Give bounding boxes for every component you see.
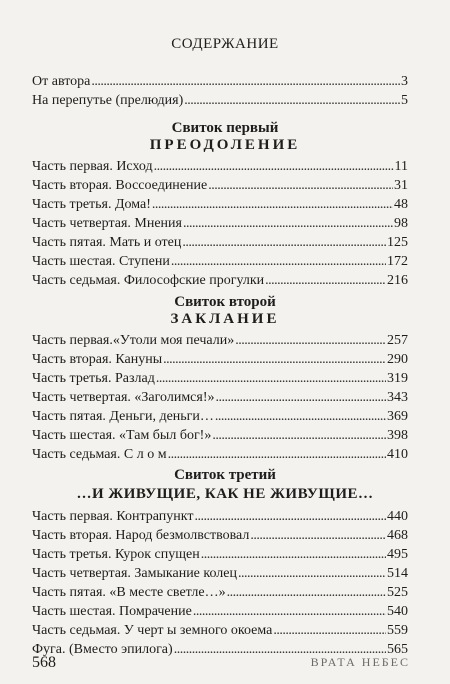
toc-entry [32, 369, 408, 389]
toc-entry-title: Часть первая.«Утоли моя печали» [32, 333, 235, 348]
scroll-title: Свиток первый [171, 120, 279, 136]
footer-book-title: ВРАТА НЕБЕС [310, 655, 410, 669]
dot-leader [156, 369, 386, 389]
scroll-subtitle: ПРЕОДОЛЕНИЕ [149, 137, 301, 153]
toc-entry-page: 98 [394, 216, 408, 231]
toc-entry-title: Часть седьмая. С л о м [32, 447, 167, 462]
toc-entry-page: 48 [394, 197, 408, 212]
dot-leader [171, 252, 386, 272]
toc-entry [32, 252, 408, 272]
toc-entry-title: Часть пятая. Мать и отец [32, 235, 182, 250]
toc-entry-title: От автора [32, 74, 91, 89]
dot-leader [227, 583, 386, 603]
toc-entry-title: Часть четвертая. Замыкание колец [32, 566, 237, 581]
toc-entry-page: 257 [387, 333, 408, 348]
toc-entry-page: 125 [387, 235, 408, 250]
toc-entry-page: 540 [387, 604, 408, 619]
toc-entry [32, 157, 408, 177]
toc-entry-page: 525 [387, 585, 408, 600]
toc-entry-title: Часть третья. Курок спущен [32, 547, 200, 562]
toc-entry-page: 398 [387, 428, 408, 443]
toc-entry [32, 407, 408, 427]
dot-leader [265, 271, 386, 291]
toc-entry-page: 11 [394, 159, 408, 174]
toc-entry-title: На перепутье (прелюдия) [32, 93, 184, 108]
toc-entry [32, 271, 408, 291]
toc-entry [32, 214, 408, 234]
dot-leader [195, 507, 387, 527]
toc-entry-title: Часть вторая. Народ безмолвствовал [32, 528, 250, 543]
toc-entry-page: 5 [401, 93, 408, 108]
toc-entry-page: 565 [387, 642, 408, 657]
dot-leader [184, 91, 400, 111]
toc-entry-title: Часть четвертая. «Заголимся!» [32, 390, 215, 405]
toc-entry [32, 233, 408, 253]
toc-entry-page: 319 [387, 371, 408, 386]
dot-leader [163, 350, 386, 370]
toc-entry-page: 290 [387, 352, 408, 367]
toc-entry [32, 195, 408, 215]
dot-leader [182, 233, 386, 253]
toc-entry-page: 559 [387, 623, 408, 638]
toc-entry-title: Часть вторая. Кануны [32, 352, 163, 367]
toc-entry [32, 621, 408, 641]
dot-leader [168, 445, 386, 465]
dot-leader [152, 195, 393, 215]
toc-entry-page: 3 [401, 74, 408, 89]
scroll-title: Свиток второй [174, 294, 276, 310]
toc-entry [32, 583, 408, 603]
dot-leader [201, 545, 386, 565]
toc-entry-page: 343 [387, 390, 408, 405]
toc-entry [32, 350, 408, 370]
toc-entry-title: Часть первая. Исход [32, 159, 153, 174]
toc-entry [32, 176, 408, 196]
toc-entry-title: Часть седьмая. У черт ы земного окоема [32, 623, 273, 638]
dot-leader [212, 426, 386, 446]
toc-entry [32, 72, 408, 92]
dot-leader [183, 214, 393, 234]
toc-entry [32, 564, 408, 584]
toc-entry-title: Часть третья. Разлад [32, 371, 155, 386]
toc-entry [32, 91, 408, 111]
toc-entry [32, 426, 408, 446]
toc-entry [32, 602, 408, 622]
footer-page-number: 568 [32, 654, 56, 671]
toc-entry-title: Часть шестая. Помрачение [32, 604, 192, 619]
toc-entry-page: 172 [387, 254, 408, 269]
dot-leader [193, 602, 386, 622]
dot-leader [216, 388, 387, 408]
dot-leader [235, 331, 386, 351]
toc-entry-page: 495 [387, 547, 408, 562]
toc-entry-title: Часть первая. Контрапункт [32, 509, 194, 524]
toc-entry-title: Часть шестая. «Там был бог!» [32, 428, 212, 443]
toc-entry-title: Часть четвертая. Мнения [32, 216, 182, 231]
dot-leader [215, 407, 386, 427]
toc-entry-page: 514 [387, 566, 408, 581]
dot-leader [208, 176, 393, 196]
toc-entry [32, 388, 408, 408]
toc-entry-title: Часть вторая. Воссоединение [32, 178, 208, 193]
dot-leader [273, 621, 386, 641]
scroll-subtitle: ЗАКЛАНИЕ [170, 311, 280, 327]
toc-entry-page: 216 [387, 273, 408, 288]
dot-leader [91, 72, 400, 92]
toc-entry-page: 31 [394, 178, 408, 193]
page-title: СОДЕРЖАНИЕ [171, 36, 279, 52]
toc-entry-title: Часть пятая. «В месте светле…» [32, 585, 226, 600]
toc-entry-title: Фуга. (Вместо эпилога) [32, 642, 173, 657]
scroll-subtitle: …И ЖИВУЩИЕ, КАК НЕ ЖИВУЩИЕ… [76, 486, 374, 502]
toc-entry-title: Часть шестая. Ступени [32, 254, 170, 269]
dot-leader [154, 157, 394, 177]
toc-entry [32, 507, 408, 527]
toc-entry-page: 369 [387, 409, 408, 424]
dot-leader [250, 526, 386, 546]
toc-entry-title: Часть третья. Дома! [32, 197, 151, 212]
toc-entry-page: 410 [387, 447, 408, 462]
toc-entry [32, 331, 408, 351]
dot-leader [238, 564, 386, 584]
toc-entry [32, 526, 408, 546]
toc-entry [32, 445, 408, 465]
toc-entry [32, 545, 408, 565]
toc-entry-page: 440 [387, 509, 408, 524]
scroll-title: Свиток третий [174, 467, 276, 483]
toc-entry-title: Часть седьмая. Философские прогулки [32, 273, 265, 288]
toc-entry-page: 468 [387, 528, 408, 543]
toc-entry-title: Часть пятая. Деньги, деньги… [32, 409, 214, 424]
